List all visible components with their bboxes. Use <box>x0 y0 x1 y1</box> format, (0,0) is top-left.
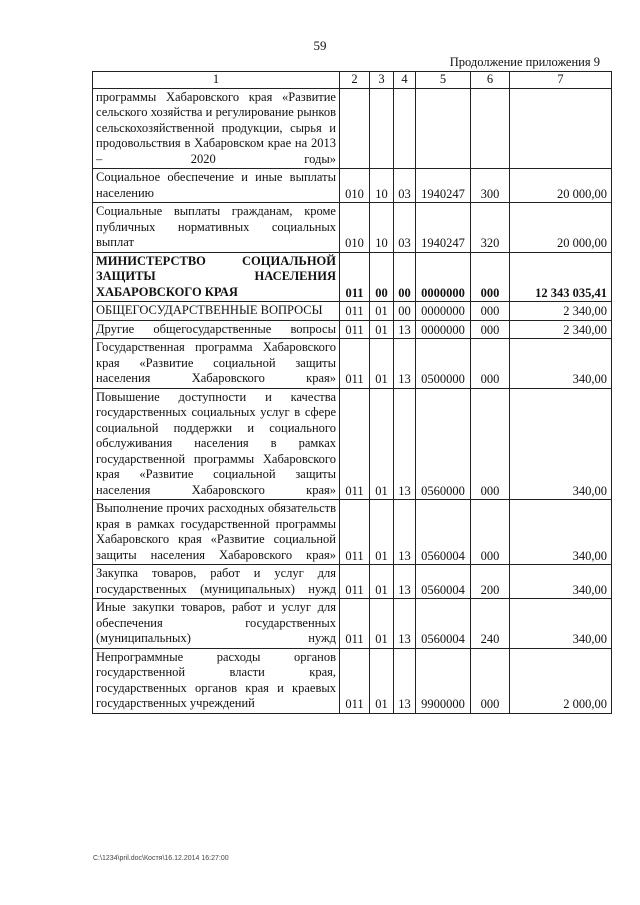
cell-expense-type: 200 <box>471 565 510 599</box>
cell-amount: 2 340,00 <box>510 302 612 321</box>
cell-amount: 340,00 <box>510 500 612 565</box>
cell-ministry-code: 011 <box>340 565 370 599</box>
cell-ministry-code: 010 <box>340 203 370 253</box>
cell-target-article: 1940247 <box>416 169 471 203</box>
table-row <box>93 339 612 389</box>
column-header: 5 <box>416 72 471 89</box>
cell-section: 00 <box>370 252 394 302</box>
cell-description: Непрограммные расходы органов государственной власти края, государственных органов края и краевых государственных учреждений <box>93 648 340 713</box>
cell-target-article: 0000000 <box>416 252 471 302</box>
page-number: 59 <box>313 38 327 53</box>
cell-section: 01 <box>370 565 394 599</box>
cell-subsection: 13 <box>394 599 416 649</box>
cell-description: Другие общегосударственные вопросы <box>93 320 340 339</box>
cell-subsection: 13 <box>394 320 416 339</box>
table-row <box>93 648 612 713</box>
cell-ministry-code <box>340 88 370 169</box>
cell-description: Повышение доступности и качества государственных социальных услуг в сфере социальной поддержки и социального обслуживания населения в рамках государственной программы Хабаровского края «Развитие социальной защиты населения Хабаровского края» <box>93 388 340 500</box>
cell-expense-type: 000 <box>471 339 510 389</box>
cell-target-article: 0500000 <box>416 339 471 389</box>
cell-ministry-code: 011 <box>340 599 370 649</box>
column-header: 1 <box>93 72 340 89</box>
cell-target-article <box>416 88 471 169</box>
cell-section: 01 <box>370 599 394 649</box>
cell-amount: 20 000,00 <box>510 169 612 203</box>
cell-subsection: 13 <box>394 339 416 389</box>
cell-subsection: 00 <box>394 252 416 302</box>
cell-description: Социальное обеспечение и иные выплаты населению <box>93 169 340 203</box>
cell-amount: 340,00 <box>510 565 612 599</box>
cell-ministry-code: 011 <box>340 302 370 321</box>
cell-description: МИНИСТЕРСТВО СОЦИАЛЬНОЙ ЗАЩИТЫ НАСЕЛЕНИЯ ХАБАРОВСКОГО КРАЯ <box>93 252 340 302</box>
cell-target-article: 0000000 <box>416 320 471 339</box>
cell-amount: 12 343 035,41 <box>510 252 612 302</box>
cell-section: 10 <box>370 169 394 203</box>
column-header: 3 <box>370 72 394 89</box>
cell-ministry-code: 011 <box>340 252 370 302</box>
cell-description: ОБЩЕГОСУДАРСТВЕННЫЕ ВОПРОСЫ <box>93 302 340 321</box>
cell-section: 01 <box>370 302 394 321</box>
cell-section: 10 <box>370 203 394 253</box>
cell-subsection: 13 <box>394 648 416 713</box>
column-header: 4 <box>394 72 416 89</box>
cell-section: 01 <box>370 648 394 713</box>
cell-subsection: 03 <box>394 203 416 253</box>
cell-amount: 2 340,00 <box>510 320 612 339</box>
cell-subsection: 13 <box>394 500 416 565</box>
cell-description: Социальные выплаты гражданам, кроме публичных нормативных социальных выплат <box>93 203 340 253</box>
cell-section: 01 <box>370 500 394 565</box>
column-header: 2 <box>340 72 370 89</box>
cell-subsection <box>394 88 416 169</box>
cell-amount: 340,00 <box>510 339 612 389</box>
cell-amount <box>510 88 612 169</box>
column-header: 6 <box>471 72 510 89</box>
cell-description: Иные закупки товаров, работ и услуг для обеспечения государственных (муниципальных) нужд <box>93 599 340 649</box>
cell-amount: 340,00 <box>510 599 612 649</box>
cell-ministry-code: 010 <box>340 169 370 203</box>
cell-subsection: 03 <box>394 169 416 203</box>
cell-target-article: 0000000 <box>416 302 471 321</box>
cell-description: Государственная программа Хабаровского края «Развитие социальной защиты населения Хабаровского края» <box>93 339 340 389</box>
cell-amount: 20 000,00 <box>510 203 612 253</box>
cell-amount: 340,00 <box>510 388 612 500</box>
cell-ministry-code: 011 <box>340 648 370 713</box>
cell-ministry-code: 011 <box>340 320 370 339</box>
cell-expense-type: 320 <box>471 203 510 253</box>
cell-expense-type: 000 <box>471 500 510 565</box>
budget-table <box>92 71 612 714</box>
cell-subsection: 00 <box>394 302 416 321</box>
table-row <box>93 203 612 253</box>
cell-expense-type: 300 <box>471 169 510 203</box>
table-row <box>93 388 612 500</box>
cell-ministry-code: 011 <box>340 339 370 389</box>
cell-description: Закупка товаров, работ и услуг для государственных (муниципальных) нужд <box>93 565 340 599</box>
cell-subsection: 13 <box>394 388 416 500</box>
cell-expense-type: 000 <box>471 648 510 713</box>
cell-expense-type: 000 <box>471 302 510 321</box>
table-row <box>93 599 612 649</box>
cell-target-article: 9900000 <box>416 648 471 713</box>
cell-expense-type <box>471 88 510 169</box>
table-row <box>93 252 612 302</box>
cell-expense-type: 240 <box>471 599 510 649</box>
table-row <box>93 320 612 339</box>
cell-section: 01 <box>370 320 394 339</box>
cell-ministry-code: 011 <box>340 500 370 565</box>
cell-expense-type: 000 <box>471 320 510 339</box>
table-row <box>93 88 612 169</box>
cell-target-article: 0560004 <box>416 500 471 565</box>
table-row <box>93 169 612 203</box>
column-header: 7 <box>510 72 612 89</box>
table-row <box>93 302 612 321</box>
continuation-label: Продолжение приложения 9 <box>449 55 600 69</box>
table-row <box>93 565 612 599</box>
cell-section: 01 <box>370 388 394 500</box>
cell-amount: 2 000,00 <box>510 648 612 713</box>
cell-subsection: 13 <box>394 565 416 599</box>
table-header-row <box>93 72 612 89</box>
cell-ministry-code: 011 <box>340 388 370 500</box>
cell-section <box>370 88 394 169</box>
cell-target-article: 0560000 <box>416 388 471 500</box>
cell-section: 01 <box>370 339 394 389</box>
cell-description: программы Хабаровского края «Развитие сельского хозяйства и регулирование рынков сельскохозяйственной продукции, сырья и продовольствия в Хабаровском крае на 2013 – 2020 годы» <box>93 88 340 169</box>
cell-expense-type: 000 <box>471 252 510 302</box>
cell-target-article: 0560004 <box>416 565 471 599</box>
file-path-footer: C:\1234\pril.doc\Костя\16.12.2014 16:27:00 <box>93 855 229 862</box>
cell-target-article: 1940247 <box>416 203 471 253</box>
table-row <box>93 500 612 565</box>
cell-expense-type: 000 <box>471 388 510 500</box>
cell-description: Выполнение прочих расходных обязательств края в рамках государственной программы Хабаровского края «Развитие социальной защиты населения Хабаровского края» <box>93 500 340 565</box>
cell-target-article: 0560004 <box>416 599 471 649</box>
